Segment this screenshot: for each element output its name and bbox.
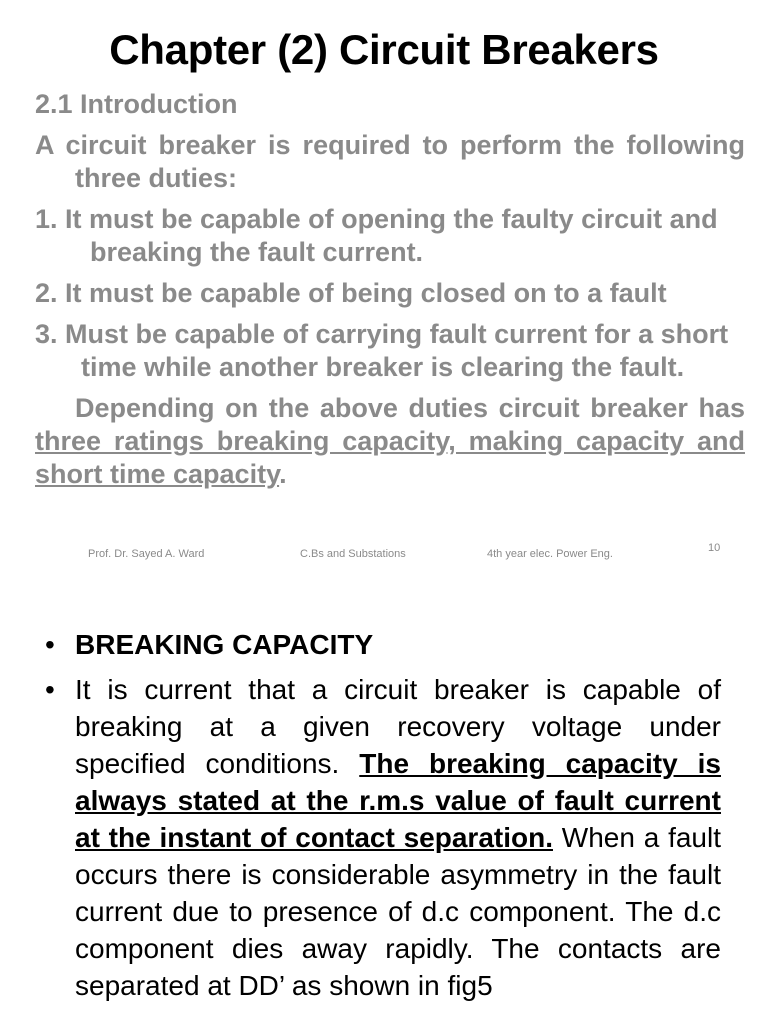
bullet-icon: • xyxy=(45,629,55,660)
ratings-underlined: three ratings breaking capacity, making capacity and short time capacity xyxy=(35,426,745,489)
ratings-suffix: . xyxy=(279,459,287,489)
footer-course: C.Bs and Substations xyxy=(300,548,406,560)
bullet-list xyxy=(45,626,721,1012)
ratings-paragraph xyxy=(35,392,745,491)
ratings-prefix: Depending on the above duties circuit breaker has xyxy=(75,393,745,423)
intro-paragraph: A circuit breaker is required to perform the following three duties: xyxy=(35,130,745,193)
list-item xyxy=(45,671,721,1004)
bullet-icon: • xyxy=(45,674,55,705)
definition-end: When a fault occurs there is considerable asymmetry in the fault current due to presence of d.c component. The d.c component dies away rapidly. The contacts are separated at DD’ as shown in fig5 xyxy=(75,822,722,1001)
duty-1: 1. It must be capable of opening the faulty circuit and breaking the fault current. xyxy=(35,204,718,267)
list-item xyxy=(45,626,721,663)
definition-bold: The breaking capacity is always stated at the r.m.s value of fault current at the instant of contact separation. xyxy=(75,748,721,853)
footer-year: 4th year elec. Power Eng. xyxy=(487,548,613,560)
definition-start: It is current that a circuit breaker is capable of breaking at a given recovery voltage under specified conditions. xyxy=(75,674,721,779)
duty-2: 2. It must be capable of being closed on to a fault xyxy=(35,278,667,308)
footer-author: Prof. Dr. Sayed A. Ward xyxy=(88,548,205,560)
page-number: 10 xyxy=(708,542,721,554)
duty-3: 3. Must be capable of carrying fault current for a short time while another breaker is clearing the fault. xyxy=(35,319,729,382)
section-heading: 2.1 Introduction xyxy=(35,89,238,119)
bullet-heading: BREAKING CAPACITY xyxy=(75,629,374,660)
page-title: Chapter (2) Circuit Breakers xyxy=(109,26,659,73)
slide-1-body xyxy=(35,88,745,499)
slide-2 xyxy=(0,600,768,1024)
